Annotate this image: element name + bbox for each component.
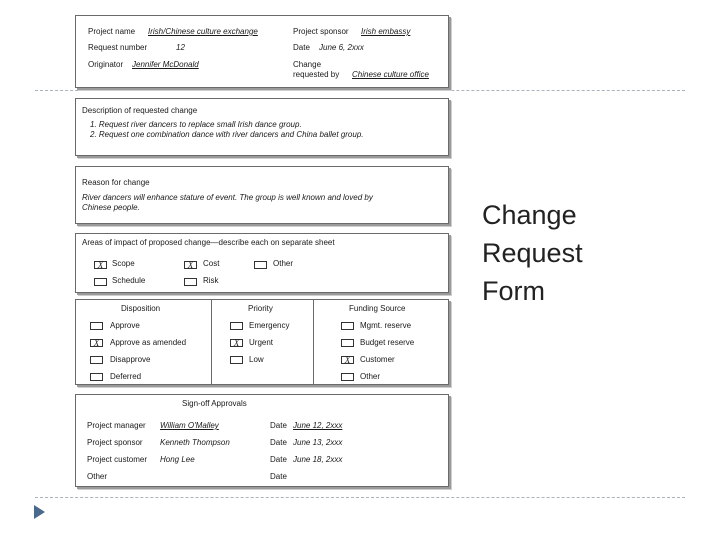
other-funding-label: Other	[360, 372, 381, 381]
low-label: Low	[249, 355, 264, 364]
impact-box	[75, 233, 449, 293]
cost-checkbox[interactable]: X	[184, 261, 197, 269]
slide-title-line-2: Request	[482, 238, 583, 268]
column-divider-1	[211, 300, 212, 384]
project-sponsor-label: Project sponsor	[87, 438, 143, 447]
project-name-value: Irish/Chinese culture exchange	[148, 27, 258, 36]
approve-checkbox[interactable]	[90, 322, 103, 330]
risk-checkbox[interactable]	[184, 278, 197, 286]
disposition-title: Disposition	[121, 304, 161, 313]
approve-amended-label: Approve as amended	[110, 338, 187, 347]
signoff-box	[75, 394, 449, 487]
slide-title-line-1: Change	[482, 200, 577, 230]
date-label-4: Date	[270, 472, 287, 481]
requested-by-label: requested by	[293, 70, 340, 79]
signoff-title: Sign-off Approvals	[182, 399, 247, 408]
top-divider	[35, 90, 685, 91]
approve-amended-checkbox[interactable]: X	[90, 339, 103, 347]
description-box	[75, 98, 449, 156]
urgent-checkbox[interactable]: X	[230, 339, 243, 347]
date-label: Date	[293, 43, 310, 52]
column-divider-2	[313, 300, 314, 384]
deferred-checkbox[interactable]	[90, 373, 103, 381]
budget-reserve-checkbox[interactable]	[341, 339, 354, 347]
mgmt-reserve-label: Mgmt. reserve	[360, 321, 412, 330]
schedule-label: Schedule	[112, 276, 146, 285]
emergency-checkbox[interactable]	[230, 322, 243, 330]
date-label-2: Date	[270, 438, 287, 447]
funding-title: Funding Source	[349, 304, 406, 313]
date-value-3: June 18, 2xxx	[293, 455, 343, 464]
reason-line-2: Chinese people.	[82, 203, 140, 212]
project-header-box	[75, 15, 449, 88]
impact-label: Areas of impact of proposed change—describe each on separate sheet	[82, 238, 335, 247]
emergency-label: Emergency	[249, 321, 290, 330]
schedule-checkbox[interactable]	[94, 278, 107, 286]
project-sponsor-value: Irish embassy	[361, 27, 411, 36]
disapprove-label: Disapprove	[110, 355, 151, 364]
triangle-bullet-icon	[34, 505, 45, 519]
change-requested-by-value: Chinese culture office	[352, 70, 429, 79]
decision-box	[75, 299, 449, 385]
mgmt-reserve-checkbox[interactable]	[341, 322, 354, 330]
urgent-label: Urgent	[249, 338, 274, 347]
slide-title	[482, 196, 583, 310]
priority-title: Priority	[248, 304, 273, 313]
bottom-divider	[35, 497, 685, 498]
date-value: June 6, 2xxx	[319, 43, 364, 52]
project-sponsor-value: Kenneth Thompson	[160, 438, 230, 447]
other-signoff-label: Other	[87, 472, 108, 481]
project-name-label: Project name	[88, 27, 136, 36]
cost-label: Cost	[203, 259, 220, 268]
approve-label: Approve	[110, 321, 140, 330]
project-sponsor-label: Project sponsor	[293, 27, 349, 36]
scope-checkbox[interactable]: X	[94, 261, 107, 269]
request-number-label: Request number	[88, 43, 148, 52]
other-funding-checkbox[interactable]	[341, 373, 354, 381]
customer-label: Customer	[360, 355, 395, 364]
disapprove-checkbox[interactable]	[90, 356, 103, 364]
other-impact-checkbox[interactable]	[254, 261, 267, 269]
slide-title-line-3: Form	[482, 276, 545, 306]
reason-line-1: River dancers will enhance stature of event. The group is well known and loved by	[82, 193, 373, 202]
originator-value: Jennifer McDonald	[132, 60, 199, 69]
description-line-1: 1. Request river dancers to replace small Irish dance group.	[90, 120, 302, 129]
scope-label: Scope	[112, 259, 135, 268]
reason-label: Reason for change	[82, 178, 150, 187]
project-customer-value: Hong Lee	[160, 455, 195, 464]
project-manager-label: Project manager	[87, 421, 146, 430]
project-manager-value: William O'Malley	[160, 421, 219, 430]
description-line-2: 2. Request one combination dance with river dancers and China ballet group.	[90, 130, 364, 139]
date-label-1: Date	[270, 421, 287, 430]
customer-checkbox[interactable]: X	[341, 356, 354, 364]
date-value-1: June 12, 2xxx	[293, 421, 343, 430]
reason-box	[75, 166, 449, 224]
deferred-label: Deferred	[110, 372, 142, 381]
budget-reserve-label: Budget reserve	[360, 338, 415, 347]
date-label-3: Date	[270, 455, 287, 464]
other-impact-label: Other	[273, 259, 294, 268]
request-number-value: 12	[176, 43, 185, 52]
description-label: Description of requested change	[82, 106, 198, 115]
risk-label: Risk	[203, 276, 219, 285]
project-customer-label: Project customer	[87, 455, 148, 464]
originator-label: Originator	[88, 60, 124, 69]
date-value-2: June 13, 2xxx	[293, 438, 343, 447]
change-label: Change	[293, 60, 322, 69]
low-checkbox[interactable]	[230, 356, 243, 364]
